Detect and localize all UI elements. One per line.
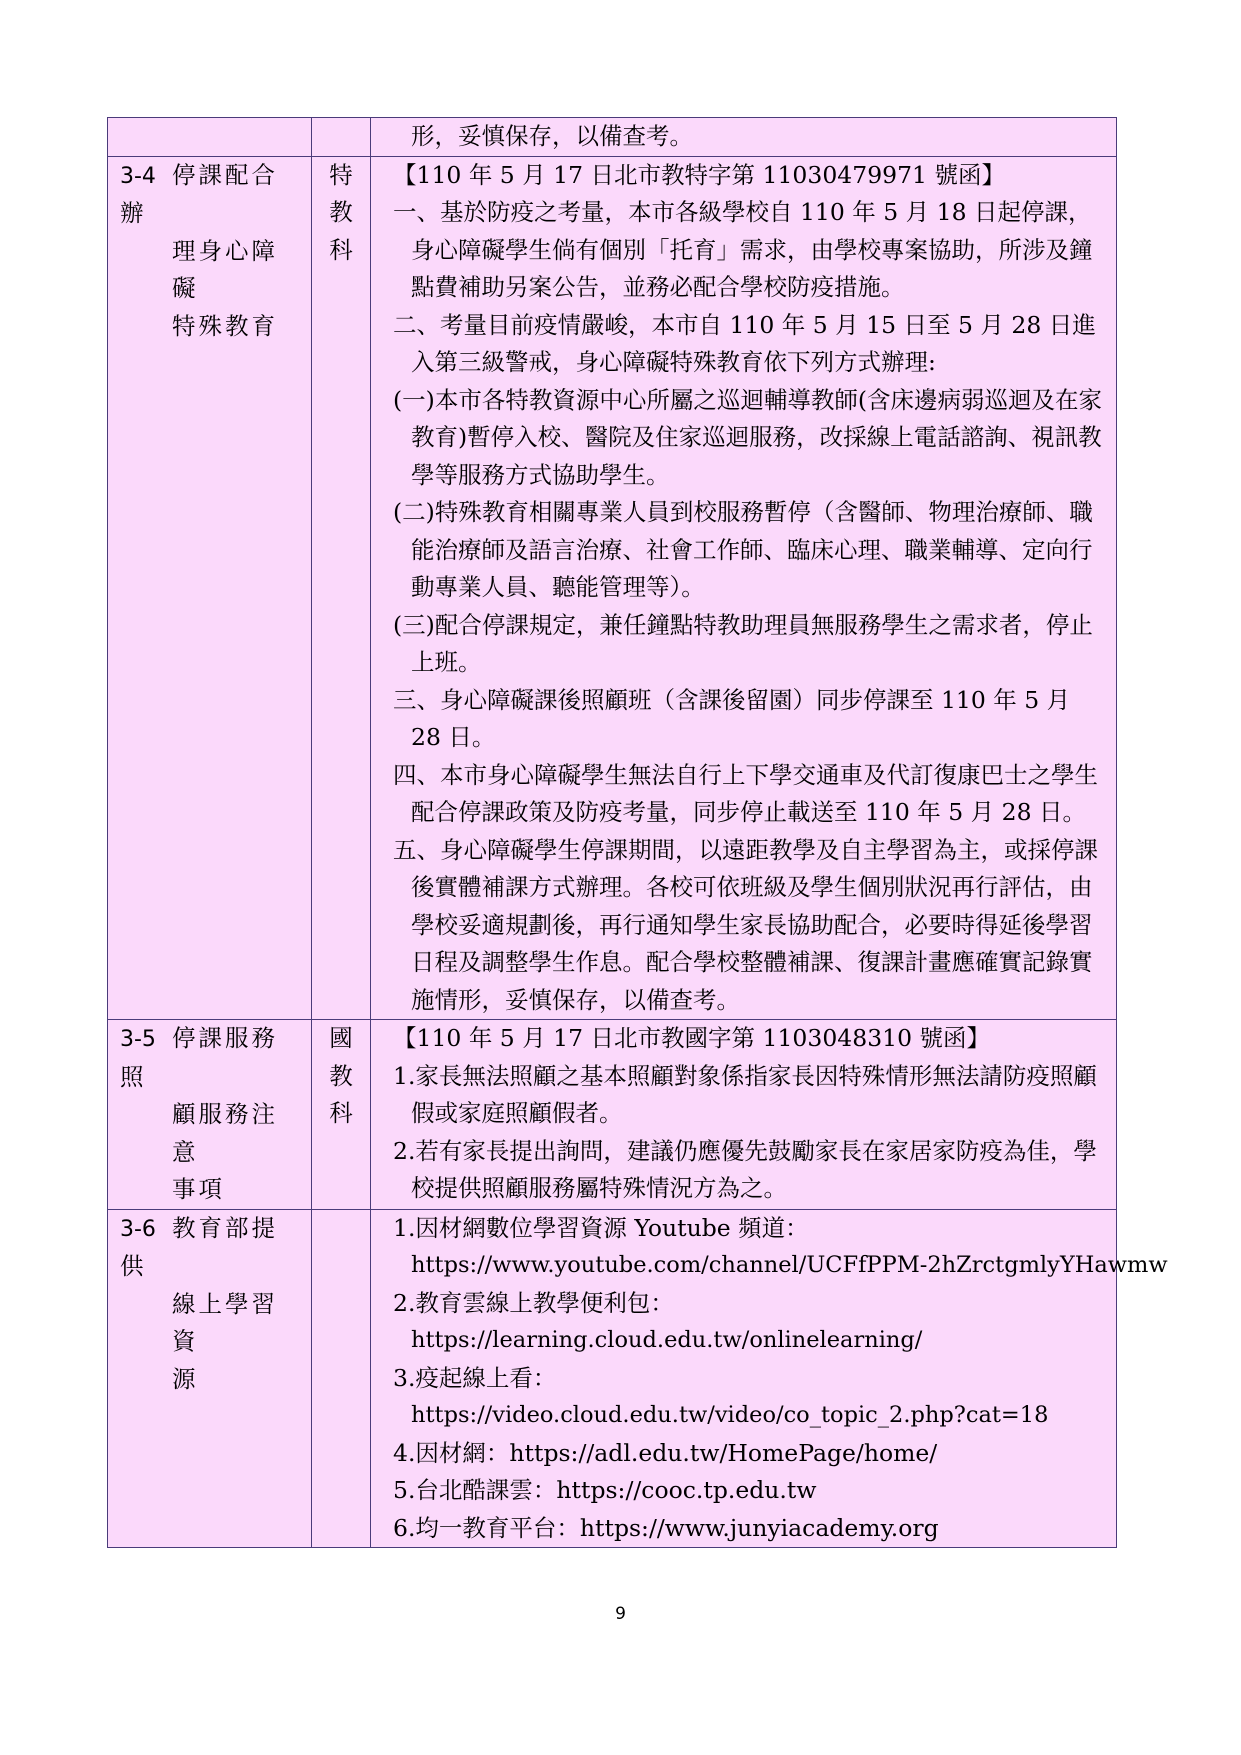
department-cell [312,118,371,157]
resource-link[interactable]: 6.均一教育平台：https://www.junyiacademy.org [393,1513,939,1542]
content-cell [371,1020,1117,1210]
item-title: 源 [172,1364,199,1393]
item-title: 線上學習資 [172,1289,278,1355]
table-row [108,1020,1117,1210]
item-title: 顧服務注意 [172,1100,278,1166]
resource-link[interactable]: https://video.cloud.edu.tw/video/co_topic_2.php?cat=18 [411,1402,1049,1428]
resource-link[interactable]: https://learning.cloud.edu.tw/onlinelearning/ [411,1327,923,1353]
content-cell [371,118,1117,157]
resource-label: 2.教育雲線上教學便利包： [393,1288,674,1317]
page-number: 9 [615,1604,626,1624]
resource-link[interactable]: 4.因材網：https://adl.edu.tw/HomePage/home/ [393,1438,938,1467]
content-paragraph: (一)本市各特教資源中心所屬之巡迴輔導教師(含床邊病弱巡迴及在家教育)暫停入校、醫院及住家巡迴服務，改採線上電話諮詢、視訊教學等服務方式協助學生。 [393,385,1103,489]
document-reference: 【110 年 5 月 17 日北市教國字第 1103048310 號函】 [393,1024,991,1052]
document-table [107,117,1168,1548]
department-cell [312,1209,371,1548]
department-char: 特 [329,160,353,189]
department-cell [312,156,371,1020]
item-title: 事項 [172,1175,225,1203]
item-title: 教育部提供 [120,1213,278,1280]
content-paragraph: 1.家長無法照顧之基本照顧對象係指家長因特殊情形無法請防疫照顧假或家庭照顧假者。 [393,1061,1097,1127]
item-title: 停課配合辦 [120,160,278,227]
item-title: 停課服務照 [120,1024,278,1091]
resource-label: 1.因材網數位學習資源 Youtube 頻道： [393,1213,809,1242]
department-cell [312,1020,371,1210]
item-title-cell [108,1020,312,1210]
content-paragraph: 五、身心障礙學生停課期間，以遠距教學及自主學習為主，或採停課後實體補課方式辦理。各校可依班級及學生個別狀況再行評估，由學校妥適規劃後，再行通知學生家長協助配合，必要時得延後學習日程及調整學生作息。配合學校整體補課、復課計畫應確實記錄實施情形，妥慎保存，以備查考。 [393,835,1098,1014]
content-paragraph: 一、基於防疫之考量，本市各級學校自 110 年 5 月 18 日起停課，身心障礙學生倘有個別「托育」需求，由學校專案協助，所涉及鐘點費補助另案公告，並務必配合學校防疫措施。 [393,198,1093,301]
department-char: 教 [329,198,353,226]
item-title-cell [108,156,312,1020]
item-title-cell [108,118,312,157]
content-cell [371,1209,1168,1548]
content-cell [371,156,1117,1020]
department-char: 科 [329,1099,353,1127]
item-title: 特殊教育 [172,311,278,340]
content-paragraph: (二)特殊教育相關專業人員到校服務暫停（含醫師、物理治療師、職能治療師及語言治療、社會工作師、臨床心理、職業輔導、定向行動專業人員、聽能管理等）。 [393,498,1093,601]
item-number: 3-4 [120,163,156,189]
content-paragraph: (三)配合停課規定，兼任鐘點特教助理員無服務學生之需求者，停止上班。 [393,610,1093,676]
resource-link[interactable]: 5.台北酷課雲：https://cooc.tp.edu.tw [393,1476,817,1504]
item-number: 3-5 [120,1027,156,1052]
content-paragraph: 2.若有家長提出詢問，建議仍應優先鼓勵家長在家居家防疫為佳，學校提供照顧服務屬特殊情況方為之。 [393,1136,1097,1202]
table-row [108,118,1117,157]
content-paragraph: 四、本市身心障礙學生無法自行上下學交通車及代訂復康巴士之學生配合停課政策及防疫考量，同步停止載送至 110 年 5 月 28 日。 [393,760,1098,826]
department-char: 教 [329,1061,353,1090]
content-paragraph: 形，妥慎保存，以備查考。 [411,122,693,150]
content-paragraph: 三、身心障礙課後照顧班（含課後留園）同步停課至 110 年 5 月 28 日。 [393,685,1071,751]
resource-link[interactable]: https://www.youtube.com/channel/UCFfPPM-2hZrctgmlyYHawmw [411,1252,1168,1278]
item-number: 3-6 [120,1216,156,1242]
item-title: 理身心障礙 [172,236,278,302]
department-char: 國 [329,1024,353,1052]
resource-label: 3.疫起線上看： [393,1363,557,1392]
table-row [108,156,1117,1020]
document-reference: 【110 年 5 月 17 日北市教特字第 11030479971 號函】 [393,160,1005,189]
table-row [108,1209,1117,1548]
item-title-cell [108,1209,312,1548]
content-paragraph: 二、考量目前疫情嚴峻，本市自 110 年 5 月 15 日至 5 月 28 日進入第三級警戒，身心障礙特殊教育依下列方式辦理: [393,310,1096,376]
department-char: 科 [329,235,353,264]
